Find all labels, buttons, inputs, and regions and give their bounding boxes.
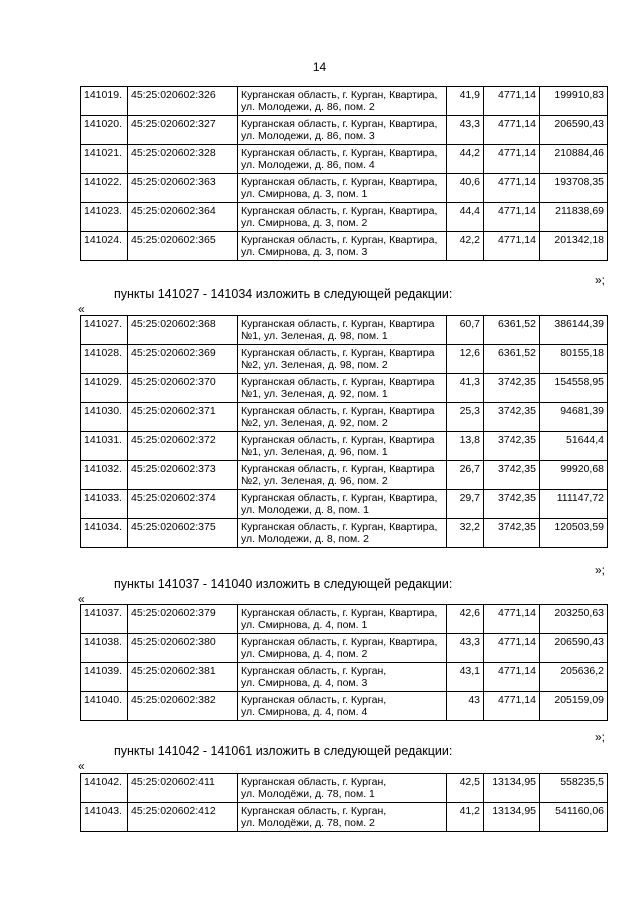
- table-row: [81, 203, 608, 232]
- cadastral-cost-value: 205636,2: [540, 663, 608, 692]
- item-number: 141039.: [81, 663, 128, 692]
- address-cell: [238, 87, 447, 116]
- cadastral-number: 45:25:020602:368: [128, 316, 238, 345]
- cadastral-number: 45:25:020602:373: [128, 461, 238, 490]
- address-line-2: ул. Молодежи, д. 8, пом. 2: [241, 533, 369, 545]
- unit-price-value: 13134,95: [484, 774, 540, 803]
- area-value: 43,1: [447, 663, 484, 692]
- cadastral-cost-value: 94681,39: [540, 403, 608, 432]
- closing-quote: »;: [595, 563, 606, 577]
- cadastral-number: 45:25:020602:382: [128, 692, 238, 721]
- address-line-2: ул. Смирнова, д. 4, пом. 1: [241, 619, 368, 631]
- address-line-1: Курганская область, г. Курган, Квартира,: [241, 205, 438, 217]
- cadastral-cost-value: 199910,83: [540, 87, 608, 116]
- item-number: 141037.: [81, 605, 128, 634]
- address-line-1: Курганская область, г. Курган, Квартира: [241, 405, 435, 417]
- cadastral-number: 45:25:020602:326: [128, 87, 238, 116]
- cadastral-cost-value: 206590,43: [540, 634, 608, 663]
- table-row: [81, 116, 608, 145]
- cadastral-cost-value: 211838,69: [540, 203, 608, 232]
- item-number: 141021.: [81, 145, 128, 174]
- area-value: 26,7: [447, 461, 484, 490]
- item-number: 141040.: [81, 692, 128, 721]
- cadastral-cost-value: 206590,43: [540, 116, 608, 145]
- address-cell: [238, 203, 447, 232]
- address-cell: [238, 145, 447, 174]
- address-cell: [238, 374, 447, 403]
- unit-price-value: 4771,14: [484, 605, 540, 634]
- cadastral-number: 45:25:020602:369: [128, 345, 238, 374]
- unit-price-value: 3742,35: [484, 374, 540, 403]
- address-cell: [238, 432, 447, 461]
- address-line-2: ул. Молодежи, д. 86, пом. 4: [241, 159, 375, 171]
- opening-quote: «: [78, 759, 85, 773]
- item-number: 141019.: [81, 87, 128, 116]
- unit-price-value: 3742,35: [484, 519, 540, 548]
- address-line-2: №1, ул. Зеленая, д. 98, пом. 1: [241, 330, 388, 342]
- registry-table-2: [80, 315, 608, 548]
- unit-price-value: 4771,14: [484, 116, 540, 145]
- unit-price-value: 4771,14: [484, 663, 540, 692]
- unit-price-value: 3742,35: [484, 461, 540, 490]
- cadastral-cost-value: 99920,68: [540, 461, 608, 490]
- opening-quote: «: [78, 592, 85, 606]
- cadastral-cost-value: 154558,95: [540, 374, 608, 403]
- address-line-1: Курганская область, г. Курган, Квартира: [241, 347, 435, 359]
- address-line-2: ул. Смирнова, д. 3, пом. 3: [241, 246, 368, 258]
- table-row: [81, 634, 608, 663]
- address-cell: [238, 803, 447, 832]
- address-line-1: Курганская область, г. Курган, Квартира,: [241, 521, 438, 533]
- item-number: 141029.: [81, 374, 128, 403]
- cadastral-cost-value: 51644,4: [540, 432, 608, 461]
- table-row: [81, 316, 608, 345]
- address-line-2: ул. Молодежи, д. 86, пом. 3: [241, 130, 375, 142]
- item-number: 141033.: [81, 490, 128, 519]
- address-line-2: №1, ул. Зеленая, д. 96, пом. 1: [241, 446, 388, 458]
- amendment-instruction: пункты 141037 - 141040 изложить в следующей редакции:: [114, 577, 453, 591]
- address-cell: [238, 774, 447, 803]
- table-row: [81, 345, 608, 374]
- area-value: 32,2: [447, 519, 484, 548]
- area-value: 42,5: [447, 774, 484, 803]
- cadastral-number: 45:25:020602:328: [128, 145, 238, 174]
- address-line-1: Курганская область, г. Курган, Квартира,: [241, 147, 438, 159]
- area-value: 25,3: [447, 403, 484, 432]
- item-number: 141038.: [81, 634, 128, 663]
- table-row: [81, 145, 608, 174]
- address-line-2: ул. Смирнова, д. 4, пом. 2: [241, 648, 368, 660]
- address-line-2: ул. Молодежи, д. 8, пом. 1: [241, 504, 369, 516]
- table-row: [81, 232, 608, 261]
- address-cell: [238, 345, 447, 374]
- cadastral-number: 45:25:020602:372: [128, 432, 238, 461]
- unit-price-value: 4771,14: [484, 203, 540, 232]
- address-line-1: Курганская область, г. Курган,: [241, 665, 387, 677]
- address-line-1: Курганская область, г. Курган, Квартира,: [241, 176, 438, 188]
- cadastral-cost-value: 541160,06: [540, 803, 608, 832]
- registry-table-3: [80, 604, 608, 721]
- cadastral-cost-value: 201342,18: [540, 232, 608, 261]
- area-value: 43: [447, 692, 484, 721]
- address-line-2: ул. Смирнова, д. 4, пом. 4: [241, 706, 368, 718]
- area-value: 40,6: [447, 174, 484, 203]
- unit-price-value: 6361,52: [484, 316, 540, 345]
- unit-price-value: 4771,14: [484, 174, 540, 203]
- opening-quote: «: [78, 302, 85, 316]
- address-cell: [238, 490, 447, 519]
- area-value: 44,2: [447, 145, 484, 174]
- item-number: 141028.: [81, 345, 128, 374]
- address-line-1: Курганская область, г. Курган, Квартира: [241, 376, 435, 388]
- address-line-1: Курганская область, г. Курган, Квартира: [241, 463, 435, 475]
- cadastral-number: 45:25:020602:411: [128, 774, 238, 803]
- amendment-instruction: пункты 141042 - 141061 изложить в следующей редакции:: [114, 744, 453, 758]
- cadastral-number: 45:25:020602:381: [128, 663, 238, 692]
- table-row: [81, 87, 608, 116]
- address-cell: [238, 634, 447, 663]
- table-row: [81, 490, 608, 519]
- address-line-2: ул. Смирнова, д. 3, пом. 1: [241, 188, 368, 200]
- area-value: 42,2: [447, 232, 484, 261]
- item-number: 141022.: [81, 174, 128, 203]
- address-line-2: ул. Смирнова, д. 4, пом. 3: [241, 677, 368, 689]
- amendment-instruction: пункты 141027 - 141034 изложить в следующей редакции:: [114, 287, 453, 301]
- cadastral-cost-value: 111147,72: [540, 490, 608, 519]
- cadastral-number: 45:25:020602:365: [128, 232, 238, 261]
- item-number: 141042.: [81, 774, 128, 803]
- area-value: 43,3: [447, 116, 484, 145]
- unit-price-value: 4771,14: [484, 87, 540, 116]
- address-cell: [238, 663, 447, 692]
- area-value: 44,4: [447, 203, 484, 232]
- address-line-2: ул. Молодёжи, д. 78, пом. 2: [241, 817, 375, 829]
- cadastral-number: 45:25:020602:374: [128, 490, 238, 519]
- item-number: 141023.: [81, 203, 128, 232]
- address-cell: [238, 403, 447, 432]
- address-line-1: Курганская область, г. Курган,: [241, 805, 387, 817]
- item-number: 141034.: [81, 519, 128, 548]
- address-line-1: Курганская область, г. Курган,: [241, 694, 387, 706]
- registry-table-1: [80, 86, 608, 261]
- cadastral-cost-value: 210884,46: [540, 145, 608, 174]
- unit-price-value: 3742,35: [484, 403, 540, 432]
- area-value: 41,9: [447, 87, 484, 116]
- item-number: 141024.: [81, 232, 128, 261]
- cadastral-cost-value: 558235,5: [540, 774, 608, 803]
- table-row: [81, 403, 608, 432]
- item-number: 141030.: [81, 403, 128, 432]
- cadastral-cost-value: 205159,09: [540, 692, 608, 721]
- address-line-1: Курганская область, г. Курган,: [241, 776, 387, 788]
- table-row: [81, 519, 608, 548]
- page-number: 14: [312, 60, 327, 74]
- table-row: [81, 461, 608, 490]
- item-number: 141020.: [81, 116, 128, 145]
- cadastral-number: 45:25:020602:327: [128, 116, 238, 145]
- address-line-1: Курганская область, г. Курган, Квартира,: [241, 89, 438, 101]
- table-row: [81, 663, 608, 692]
- address-line-2: ул. Молодёжи, д. 78, пом. 1: [241, 788, 375, 800]
- address-line-2: №1, ул. Зеленая, д. 92, пом. 1: [241, 388, 388, 400]
- table-row: [81, 803, 608, 832]
- area-value: 29,7: [447, 490, 484, 519]
- area-value: 42,6: [447, 605, 484, 634]
- address-cell: [238, 116, 447, 145]
- table-row: [81, 374, 608, 403]
- unit-price-value: 4771,14: [484, 692, 540, 721]
- address-cell: [238, 232, 447, 261]
- address-line-1: Курганская область, г. Курган, Квартира,: [241, 636, 438, 648]
- unit-price-value: 6361,52: [484, 345, 540, 374]
- unit-price-value: 3742,35: [484, 432, 540, 461]
- item-number: 141032.: [81, 461, 128, 490]
- cadastral-number: 45:25:020602:364: [128, 203, 238, 232]
- item-number: 141031.: [81, 432, 128, 461]
- unit-price-value: 3742,35: [484, 490, 540, 519]
- address-line-1: Курганская область, г. Курган, Квартира,: [241, 492, 438, 504]
- table-row: [81, 605, 608, 634]
- area-value: 13,8: [447, 432, 484, 461]
- address-cell: [238, 692, 447, 721]
- area-value: 41,2: [447, 803, 484, 832]
- address-cell: [238, 316, 447, 345]
- address-line-1: Курганская область, г. Курган, Квартира: [241, 318, 435, 330]
- cadastral-number: 45:25:020602:370: [128, 374, 238, 403]
- address-cell: [238, 605, 447, 634]
- cadastral-cost-value: 120503,59: [540, 519, 608, 548]
- closing-quote: »;: [595, 730, 606, 744]
- cadastral-cost-value: 203250,63: [540, 605, 608, 634]
- area-value: 41,3: [447, 374, 484, 403]
- unit-price-value: 4771,14: [484, 232, 540, 261]
- address-line-1: Курганская область, г. Курган, Квартира,: [241, 234, 438, 246]
- table-row: [81, 692, 608, 721]
- address-line-2: ул. Смирнова, д. 3, пом. 2: [241, 217, 368, 229]
- address-line-2: №2, ул. Зеленая, д. 96, пом. 2: [241, 475, 388, 487]
- cadastral-number: 45:25:020602:363: [128, 174, 238, 203]
- address-cell: [238, 174, 447, 203]
- cadastral-cost-value: 386144,39: [540, 316, 608, 345]
- cadastral-number: 45:25:020602:412: [128, 803, 238, 832]
- closing-quote: »;: [595, 273, 606, 287]
- address-cell: [238, 519, 447, 548]
- cadastral-cost-value: 80155,18: [540, 345, 608, 374]
- address-line-1: Курганская область, г. Курган, Квартира,: [241, 118, 438, 130]
- registry-table-4: [80, 773, 608, 832]
- table-row: [81, 774, 608, 803]
- cadastral-number: 45:25:020602:371: [128, 403, 238, 432]
- cadastral-cost-value: 193708,35: [540, 174, 608, 203]
- area-value: 12,6: [447, 345, 484, 374]
- unit-price-value: 4771,14: [484, 634, 540, 663]
- unit-price-value: 4771,14: [484, 145, 540, 174]
- table-row: [81, 174, 608, 203]
- cadastral-number: 45:25:020602:379: [128, 605, 238, 634]
- table-row: [81, 432, 608, 461]
- area-value: 43,3: [447, 634, 484, 663]
- address-cell: [238, 461, 447, 490]
- area-value: 60,7: [447, 316, 484, 345]
- cadastral-number: 45:25:020602:375: [128, 519, 238, 548]
- address-line-2: №2, ул. Зеленая, д. 92, пом. 2: [241, 417, 388, 429]
- item-number: 141027.: [81, 316, 128, 345]
- address-line-1: Курганская область, г. Курган, Квартира: [241, 434, 435, 446]
- unit-price-value: 13134,95: [484, 803, 540, 832]
- address-line-2: ул. Молодежи, д. 86, пом. 2: [241, 101, 375, 113]
- item-number: 141043.: [81, 803, 128, 832]
- address-line-2: №2, ул. Зеленая, д. 98, пом. 2: [241, 359, 388, 371]
- address-line-1: Курганская область, г. Курган, Квартира,: [241, 607, 438, 619]
- cadastral-number: 45:25:020602:380: [128, 634, 238, 663]
